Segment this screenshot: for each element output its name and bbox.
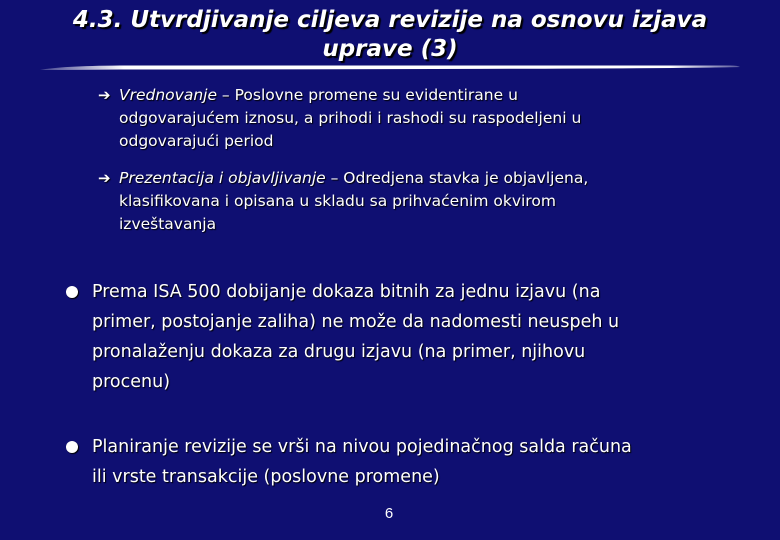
subpoint-line-3: odgovarajući period xyxy=(119,132,274,150)
page-number: 6 xyxy=(384,505,394,522)
subpoint-line-1: – Poslovne promene su evidentirane u xyxy=(217,86,518,104)
arrow-right-icon: ➔ xyxy=(98,169,111,187)
bullet-text xyxy=(66,432,726,492)
subpoint-lead: Prezentacija i objavljivanje xyxy=(119,169,326,187)
bullet-line: procenu) xyxy=(92,372,171,392)
subpoint-line-3: izveštavanja xyxy=(119,215,217,233)
bullet-planiranje xyxy=(66,432,726,492)
bullet-line: primer, postojanje zaliha) ne može da nadomesti neuspeh u xyxy=(92,312,620,332)
bullet-dot-icon xyxy=(66,441,78,453)
bullet-line: Prema ISA 500 dobijanje dokaza bitnih za jednu izjavu (na xyxy=(92,282,601,302)
bullet-line: Planiranje revizije se vrši na nivou pojedinačnog salda računa xyxy=(92,437,632,457)
subpoint-line-2: odgovarajućem iznosu, a prihodi i rashodi su raspodeljeni u xyxy=(119,109,582,127)
slide-title-line-1: 4.3. Utvrdjivanje ciljeva revizije na osnovu izjava xyxy=(72,7,708,33)
subpoint-prezentacija xyxy=(98,167,698,236)
slide-title xyxy=(20,6,760,64)
subpoint-line-1: – Odredjena stavka je objavljena, xyxy=(325,169,589,187)
bullet-dot-icon xyxy=(66,286,78,298)
bullet-line: pronalaženju dokaza za drugu izjavu (na primer, njihovu xyxy=(92,342,586,362)
subpoint-vrednovanje xyxy=(98,84,698,153)
bullet-text xyxy=(66,277,726,397)
arrow-right-icon: ➔ xyxy=(98,86,111,104)
subpoint-lead: Vrednovanje xyxy=(119,86,217,104)
bullet-line: ili vrste transakcije (poslovne promene) xyxy=(92,467,440,487)
subpoint-line-2: klasifikovana i opisana u skladu sa prihvaćenim okvirom xyxy=(119,192,556,210)
title-underline xyxy=(40,63,740,73)
slide-title-line-2: uprave (3) xyxy=(322,36,458,62)
bullet-isa-500 xyxy=(66,277,726,397)
